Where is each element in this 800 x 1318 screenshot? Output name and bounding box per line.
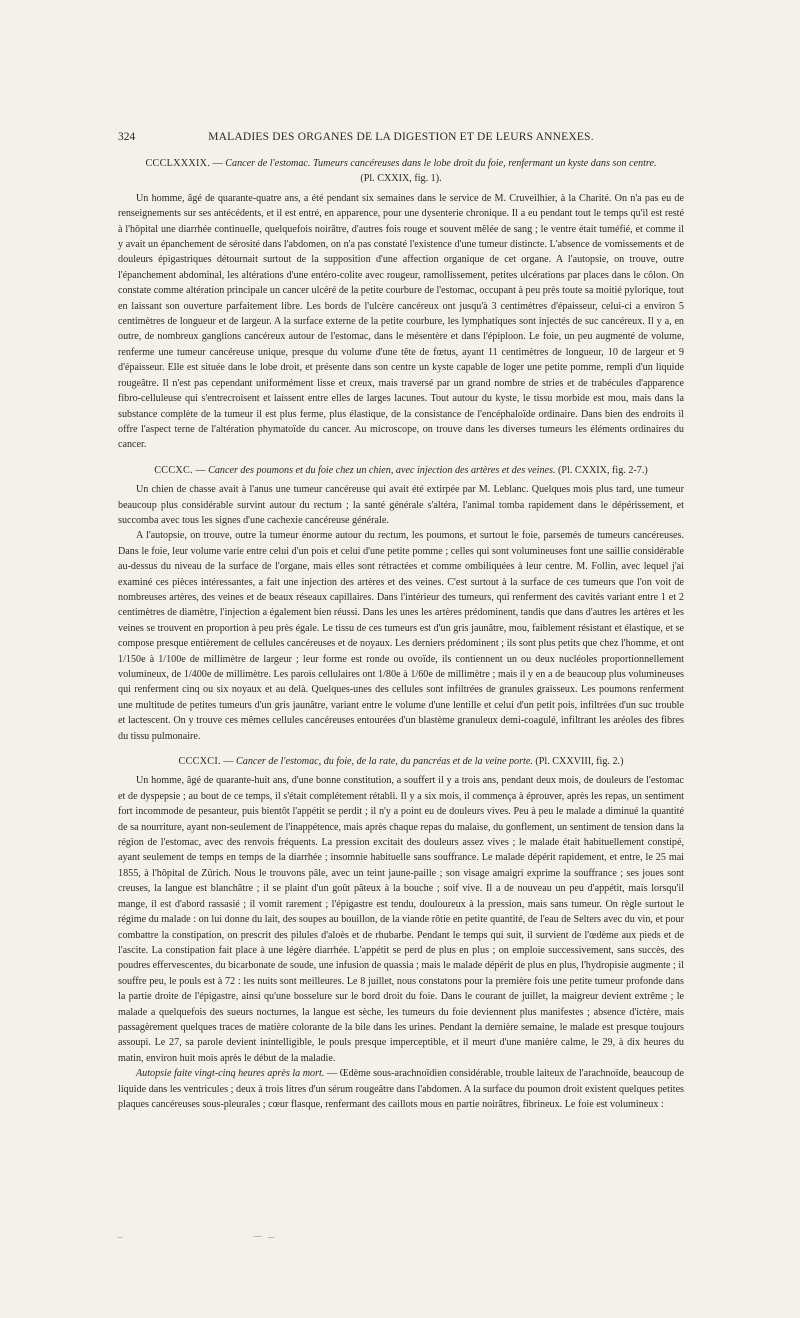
observation-title: Cancer des poumons et du foie chez un chien, avec injection des artères et des veines. <box>208 464 556 476</box>
observation-390 <box>118 463 684 744</box>
autopsy-label: Autopsie faite vingt-cinq heures après la mort. <box>136 1068 325 1080</box>
scan-speck <box>254 1236 262 1237</box>
paragraph: Un chien de chasse avait à l'anus une tumeur cancéreuse qui avait été extirpée par M. Leblanc. Quelques mois plus tard, une tumeur beaucoup plus considérable survint autour du rectum ; la santé générale s'altéra, l'animal tomba rapidement dans le dépérissement, et succomba avec tous les signes d'une cachexie cancéreuse générale. <box>118 484 684 526</box>
observation-heading <box>118 463 684 478</box>
scan-speck <box>118 1237 122 1238</box>
plate-reference: (Pl. CXXIX, fig. 1). <box>360 173 442 185</box>
observation-389 <box>118 156 684 453</box>
page-number: 324 <box>118 131 136 143</box>
heading-dash: — <box>220 756 237 768</box>
scan-speck <box>268 1237 274 1238</box>
plate-reference: (Pl. CXXIX, fig. 2-7.) <box>558 464 648 476</box>
observation-number: CCCXC. <box>154 464 193 476</box>
observation-heading <box>118 156 684 187</box>
autopsy-paragraph <box>118 1066 684 1112</box>
body-text <box>118 152 684 1122</box>
heading-dash: — <box>210 158 226 169</box>
plate-reference: (Pl. CXXVIII, fig. 2.) <box>535 756 624 768</box>
running-title: MALADIES DES ORGANES DE LA DIGESTION ET DE LEURS ANNEXES. <box>208 131 594 143</box>
paragraph: Un homme, âgé de quarante-quatre ans, a été pendant six semaines dans le service de M. Cruveilhier, à la Charité. On n'a pas eu de renseignements sur ses antécédents, et il est entré, en apparence, pour une dysenterie chronique. Il a eu pendant tout le temps qu'il est resté à l'hôpital une diarrhée continuelle, quelquefois noirâtre, d'autres fois rouge et souvent mêlée de sang ; le ventre était tuméfié, et comme il y avait un épanchement de sérosité dans l'abdomen, on n'a pas constaté l'existence d'une tumeur distincte. L'absence de vomissements et de douleurs épigastriques détournait surtout de la supposition d'une affection organique de cet organe. A l'autopsie, on trouve, outre l'épanchement abdominal, les altérations d'une entéro-colite avec rougeur, ramollissement, petites ulcérations par places dans le côlon. On constate comme altération principale un cancer ulcéré de la petite courbure de l'estomac, occupant à peu près toute sa moitié pylorique, tout en laissant son ouverture parfaitement libre. Les bords de l'ulcère cancéreux ont jusqu'à 3 centimètres d'épaisseur, celui-ci a environ 5 centimètres de longueur et de largeur. A la surface externe de la petite courbure, les lymphatiques sont injectés de suc cancéreux. Il y a, en outre, de nombreux ganglions cancéreux autour de l'estomac, dans le mésentère et dans l'épiploon. Le foie, un peu augmenté de volume, renferme une tumeur cancéreuse unique, presque du volume d'une tête de fœtus, ayant 11 centimètres de longueur, 10 de largeur et 9 d'épaisseur. Elle est située dans le lobe droit, et présente dans son centre un kyste capable de loger une petite pomme, rempli d'un liquide rougeâtre. Il n'est pas cependant uniformément lisse et creux, mais traversé par un grand nombre de stries et de trabécules d'apparence fibro-celluleuse qui s'entrecroisent et laissent entre elles de larges lacunes. Tout autour du kyste, le tissu morbide est mou, mais dans la substance complète de la tumeur il est plus ferme, plus élastique, de la consistance de l'encéphaloïde ordinaire. Dans bien des endroits il offre l'aspect terne de l'altération phymatoïde du cancer. Au microscope, on trouve dans les diverses tumeurs les éléments ordinaires du cancer. <box>118 192 684 451</box>
observation-title: Cancer de l'estomac. Tumeurs cancéreuses dans le lobe droit du foie, renfermant un kyste dans son centre. <box>225 158 657 169</box>
paragraph: Un homme, âgé de quarante-huit ans, d'une bonne constitution, a souffert il y a trois ans, pendant deux mois, de douleurs de l'estomac et de dyspepsie ; au bout de ce temps, il s'était complétement rétabli. Il y a six mois, il commença à éprouver, après les repas, un sentiment fort incommode de pesanteur, puis bientôt l'appétit se perdit ; il n'y a point eu de douleurs vives. Peu à peu le malade a diminué la quantité de sa nourriture, ayant non-seulement de l'inappétence, mais après chaque repas du malaise, du gonflement, un sentiment de tension dans la région de l'estomac, avec des renvois fréquents. La pression excitait des douleurs assez vives ; le malade était habituellement constipé, ayant seulement de temps en temps de la diarrhée ; insomnie habituelle sans souffrance. Le malade dépérit rapidement, et entre, le 25 mai 1855, à l'hôpital de Zürich. Nous le trouvons pâle, avec un teint jaune-paille ; son visage amaigri exprime la souffrance ; ses joues sont creuses, la langue est blanchâtre ; il se plaint d'un goût pâteux à la bouche ; soif vive. Il a de nouveau un peu d'appétit, mais lorsqu'il mange, il est d'abord rassasié ; il vomit rarement ; l'épigastre est tendu, douloureux à la pression, mais sans tumeur. On règle surtout le régime du malade : on lui donne du lait, des soupes au bouillon, de la viande rôtie en petite quantité, de l'eau de Selters avec du vin, et pour combattre la constipation, on prescrit des pilules d'aloès et de rhubarbe. Pendant le temps qui suit, il survient de l'œdème aux pieds et de l'ascite. La constipation fait place à une légère diarrhée. L'appétit se perd de plus en plus ; on emploie successivement, sans succès, des poudres effervescentes, du bicarbonate de soude, une infusion de quassia ; mais le malade dépérit de plus en plus, l'hydropisie augmente ; il souffre peu, le pouls est à 72 : les nuits sont meilleures. Le 8 juillet, nous constatons pour la première fois une petite tumeur profonde dans la partie droite de l'épigastre, ainsi qu'une bosselure sur le bord droit du foie. Dans le courant de juillet, la maigreur devient extrême ; le malade a quelquefois des sueurs nocturnes, la langue est sèche, les tumeurs du foie deviennent plus manifestes ; absence d'ictère, mais passagèrement quelques traces de matière colorante de la bile dans les urines. Pendant la dernière semaine, le malade est presque toujours assoupi. Le 27, sa parole devient inintelligible, le pouls presque imperceptible, et il meurt d'une manière calme, le 29, à dix heures du matin, environ huit mois après le début de la maladie. <box>118 775 684 1064</box>
observation-number: CCCXCI. <box>178 756 221 768</box>
page-header <box>118 131 684 147</box>
heading-dash: — <box>192 464 209 476</box>
paragraph: A l'autopsie, on trouve, outre la tumeur énorme autour du rectum, les poumons, et surtout le foie, parsemés de tumeurs cancéreuses. Dans le foie, leur volume varie entre celui d'un pois et celui d'une petite pomme ; celles qui sont volumineuses font une saillie considérable au-dessus du niveau de la surface de l'organe, mais elles sont rétractées et comme ombiliquées à leur centre. M. Follin, avec lequel j'ai examiné ces pièces intéressantes, a fait une injection des artères et des veines. C'est surtout à la surface de ces tumeurs que l'on voit de nombreuses artères, des veines et de beaux réseaux capillaires. Dans l'intérieur des tumeurs, qui renferment des cavités variant entre 1 et 2 centimètres de diamètre, l'injection a également bien réussi. Dans les unes les artères prédominent, tandis que dans d'autres les artères et les veines se trouvent en proportion à peu près égale. Le tissu de ces tumeurs est d'un gris jaunâtre, mou, faiblement résistant et élastique, et se compose presque entièrement de cellules cancéreuses et de noyaux. Les derniers prédominent ; ils sont plus petits que chez l'homme, et ont 1/150e à 1/100e de millimètre de largeur ; leur forme est ronde ou ovoïde, ils contiennent un ou deux nucléoles proportionnellement volumineux, de 1/400e de millimètre. Les parois cellulaires ont 1/80e à 1/60e de millimètre ; mais il y en a de beaucoup plus volumineuses qui renferment cinq ou six noyaux et au delà. Quelques-unes des cellules sont infiltrées de granules graisseux. Les poumons renferment une multitude de petites tumeurs d'un gris jaunâtre, variant entre le volume d'une lentille et celui d'un petit pois, infiltrées d'un suc trouble et lactescent. On y trouve ces mêmes cellules cancéreuses entourées d'un blastème granuleux demi-coagulé, infiltrant les aréoles des fibres du tissu pulmonaire. <box>118 530 684 742</box>
observation-title: Cancer de l'estomac, du foie, de la rate, du pancréas et de la veine porte. <box>236 756 533 768</box>
observation-number: CCCLXXXIX. <box>145 158 211 169</box>
autopsy-text: — Œdème sous-arachnoïdien considérable, trouble laiteux de l'arachnoïde, beaucoup de liquide dans les ventricules ; deux à trois litres d'un sérum rougeâtre dans l'abdomen. A la surface du poumon droit existent quelques petites plaques cancéreuses sous-pleurales ; cœur flasque, renfermant des caillots mous en partie noirâtres, fibrineux. Le foie est volumineux : <box>118 1068 684 1110</box>
observation-391 <box>118 754 684 1112</box>
observation-heading <box>118 754 684 769</box>
